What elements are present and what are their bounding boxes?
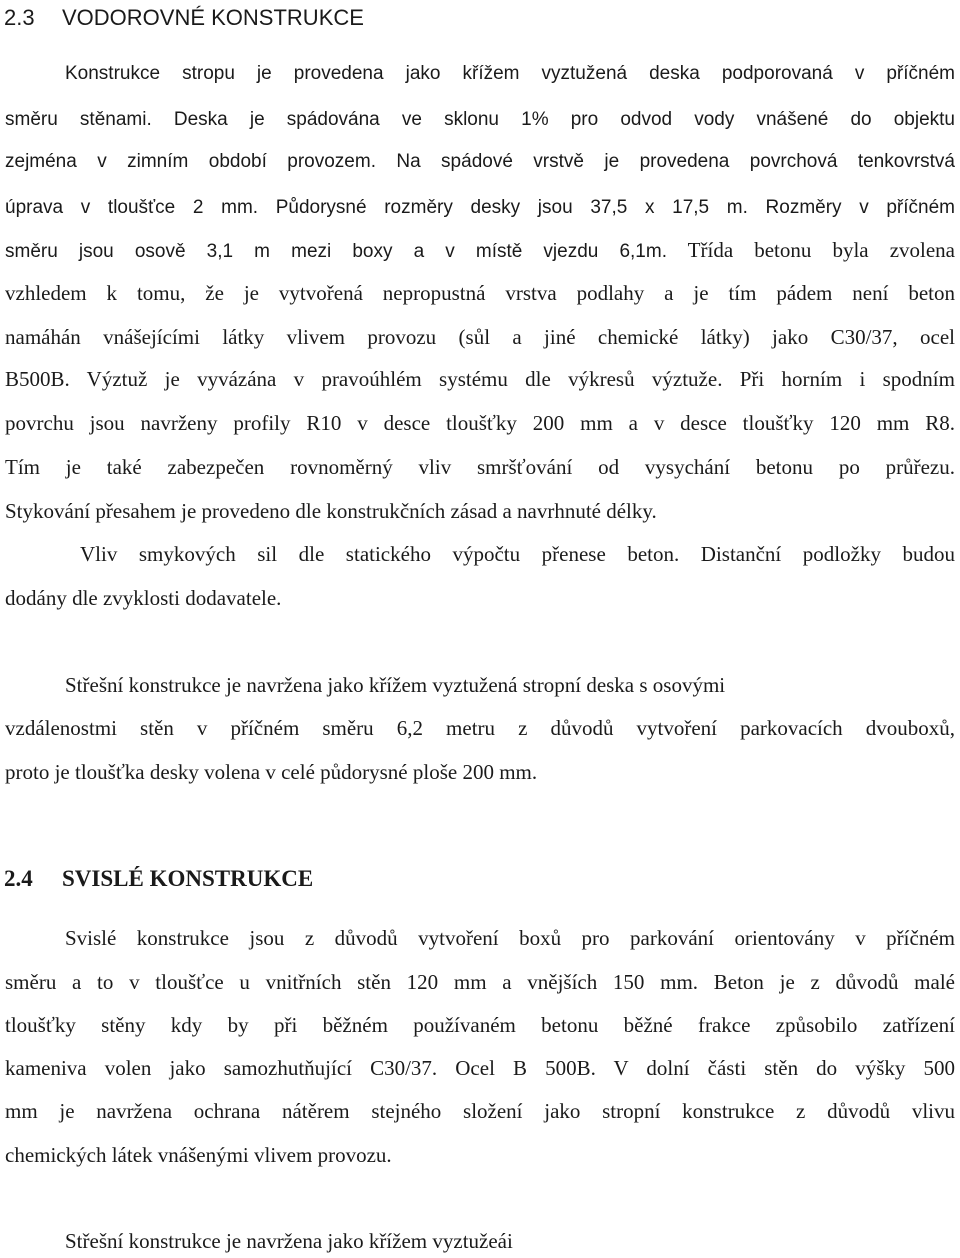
text-span: Při horním i spodním [722, 367, 955, 391]
text-line: směru a to v tloušťce u vnitřních stěn 120 mm a vnějších 150 mm. Beton je z důvodů malé [5, 970, 955, 994]
text-span: B500B. Výztuž je vyvázána v pravoúhlém systému dle výkresů výztuže. [5, 367, 723, 391]
section-number: 2.4 [4, 866, 33, 891]
text-line: povrchu jsou navrženy profily R10 v desce tloušťky 200 mm a v desce tloušťky 120 mm R8. [5, 411, 955, 435]
text-line: Konstrukce stropu je provedena jako křížem vyztužená deska podporovaná v příčném [65, 63, 955, 84]
section-title: SVISLÉ KONSTRUKCE [62, 866, 314, 891]
text-line: směru stěnami. Deska je spádována ve sklonu 1% pro odvod vody vnášené do objektu [5, 109, 955, 130]
section-title: VODOROVNÉ KONSTRUKCE [62, 5, 364, 30]
text-line: kameniva volen jako samozhutňující C30/37. Ocel B 500B. V dolní části stěn do výšky 500 [5, 1056, 955, 1080]
text-line: úprava v tloušťce 2 mm. Půdorysné rozměry desky jsou 37,5 x 17,5 m. Rozměry v příčném [5, 197, 955, 218]
text-line: Vliv smykových sil dle statického výpočtu přenese beton. Distanční podložky budou [80, 542, 955, 566]
text-line: mm je navržena ochrana nátěrem stejného složení jako stropní konstrukce z důvodů vlivu [5, 1099, 955, 1123]
text-span: Třída betonu byla zvolena [666, 238, 955, 262]
section-number: 2.3 [4, 5, 35, 30]
text-line: zejména v zimním období provozem. Na spádové vrstvě je provedena povrchová tenkovrstvá [5, 151, 955, 172]
section-2-3-heading [4, 1, 364, 35]
text-line [5, 364, 955, 394]
text-line: dodány dle zvyklosti dodavatele. [5, 586, 282, 610]
text-line: tloušťky stěny kdy by při běžném používaném betonu běžné frakce způsobilo zatřízení [5, 1013, 955, 1037]
section-2-4-heading [4, 862, 313, 896]
text-line: Střešní konstrukce je navržena jako křížem vyztužená stropní deska s osovými [65, 673, 726, 697]
text-line: Stykování přesahem je provedeno dle konstrukčních zásad a navrhnuté délky. [5, 499, 657, 523]
text-span: směru jsou osově 3,1 m mezi boxy a v místě vjezdu 6,1m. [5, 241, 667, 262]
text-line: Tím je také zabezpečen rovnoměrný vliv smršťování od vysychání betonu po průřezu. [5, 455, 955, 479]
text-line: vzdálenostmi stěn v příčném směru 6,2 metru z důvodů vytvoření parkovacích dvouboxů, [5, 716, 955, 740]
text-line: proto je tloušťka desky volena v celé půdorysné ploše 200 mm. [5, 760, 538, 784]
text-line: chemických látek vnášenými vlivem provozu. [5, 1143, 392, 1167]
text-line: namáhán vnášejícími látky vlivem provozu (sůl a jiné chemické látky) jako C30/37, ocel [5, 325, 955, 349]
text-line: Střešní konstrukce je navržena jako křížem vyztužeái [65, 1229, 513, 1253]
text-line: Svislé konstrukce jsou z důvodů vytvoření boxů pro parkování orientovány v příčném [65, 926, 955, 950]
text-line [5, 235, 955, 265]
text-line: vzhledem k tomu, že je vytvořená nepropustná vrstva podlahy a je tím pádem není beton [5, 281, 955, 305]
